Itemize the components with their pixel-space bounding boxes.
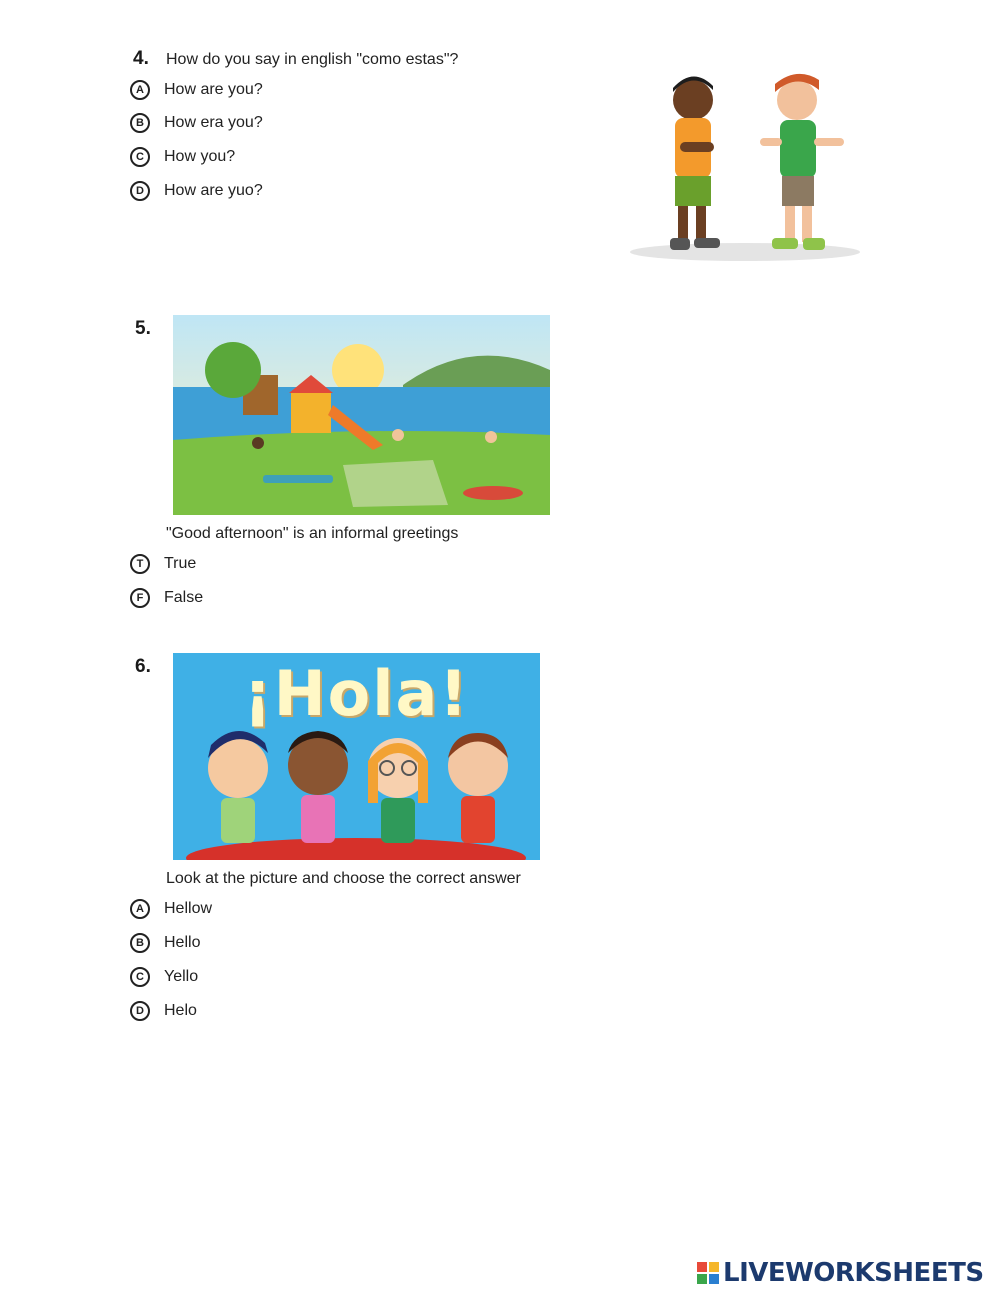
option-c[interactable] — [130, 964, 198, 990]
option-label: How era you? — [164, 114, 263, 131]
two-boys-illustration — [620, 60, 870, 270]
option-d[interactable] — [130, 998, 197, 1024]
option-true[interactable] — [130, 551, 196, 577]
liveworksheets-logo — [697, 1258, 984, 1288]
option-b[interactable] — [130, 930, 200, 956]
option-bubble[interactable]: D — [130, 1001, 150, 1021]
question-number: 4. — [133, 48, 149, 69]
option-a[interactable] — [130, 896, 212, 922]
option-label: Yello — [164, 968, 199, 985]
option-bubble[interactable]: C — [130, 147, 150, 167]
option-bubble[interactable]: B — [130, 933, 150, 953]
question-number: 6. — [135, 656, 151, 677]
question-text: How do you say in english "como estas"? — [166, 51, 459, 68]
option-label: Helo — [164, 1002, 197, 1019]
option-b[interactable] — [130, 110, 263, 136]
question-number: 5. — [135, 318, 151, 339]
option-bubble[interactable]: B — [130, 113, 150, 133]
option-label: How are you? — [164, 81, 263, 98]
option-d[interactable] — [130, 178, 263, 204]
option-c[interactable] — [130, 144, 235, 170]
option-label: Hellow — [164, 900, 213, 917]
option-bubble[interactable]: A — [130, 80, 150, 100]
option-a[interactable] — [130, 77, 263, 103]
option-bubble[interactable]: A — [130, 899, 150, 919]
option-label: False — [164, 589, 204, 606]
option-label: Hello — [164, 934, 201, 951]
playground-picture — [173, 315, 550, 515]
option-label: True — [164, 555, 197, 572]
question-text: Look at the picture and choose the correct answer — [166, 870, 521, 887]
hola-title: ¡Hola! — [243, 657, 470, 730]
option-bubble[interactable]: T — [130, 554, 150, 574]
option-false[interactable] — [130, 585, 203, 611]
question-text: "Good afternoon" is an informal greetings — [166, 525, 459, 542]
option-bubble[interactable]: F — [130, 588, 150, 608]
logo-blocks-icon — [697, 1262, 719, 1284]
logo-text: LIVEWORKSHEETS — [723, 1258, 984, 1288]
option-bubble[interactable]: C — [130, 967, 150, 987]
option-label: How are yuo? — [164, 182, 263, 199]
hola-picture — [173, 653, 540, 860]
option-bubble[interactable]: D — [130, 181, 150, 201]
option-label: How you? — [164, 148, 236, 165]
